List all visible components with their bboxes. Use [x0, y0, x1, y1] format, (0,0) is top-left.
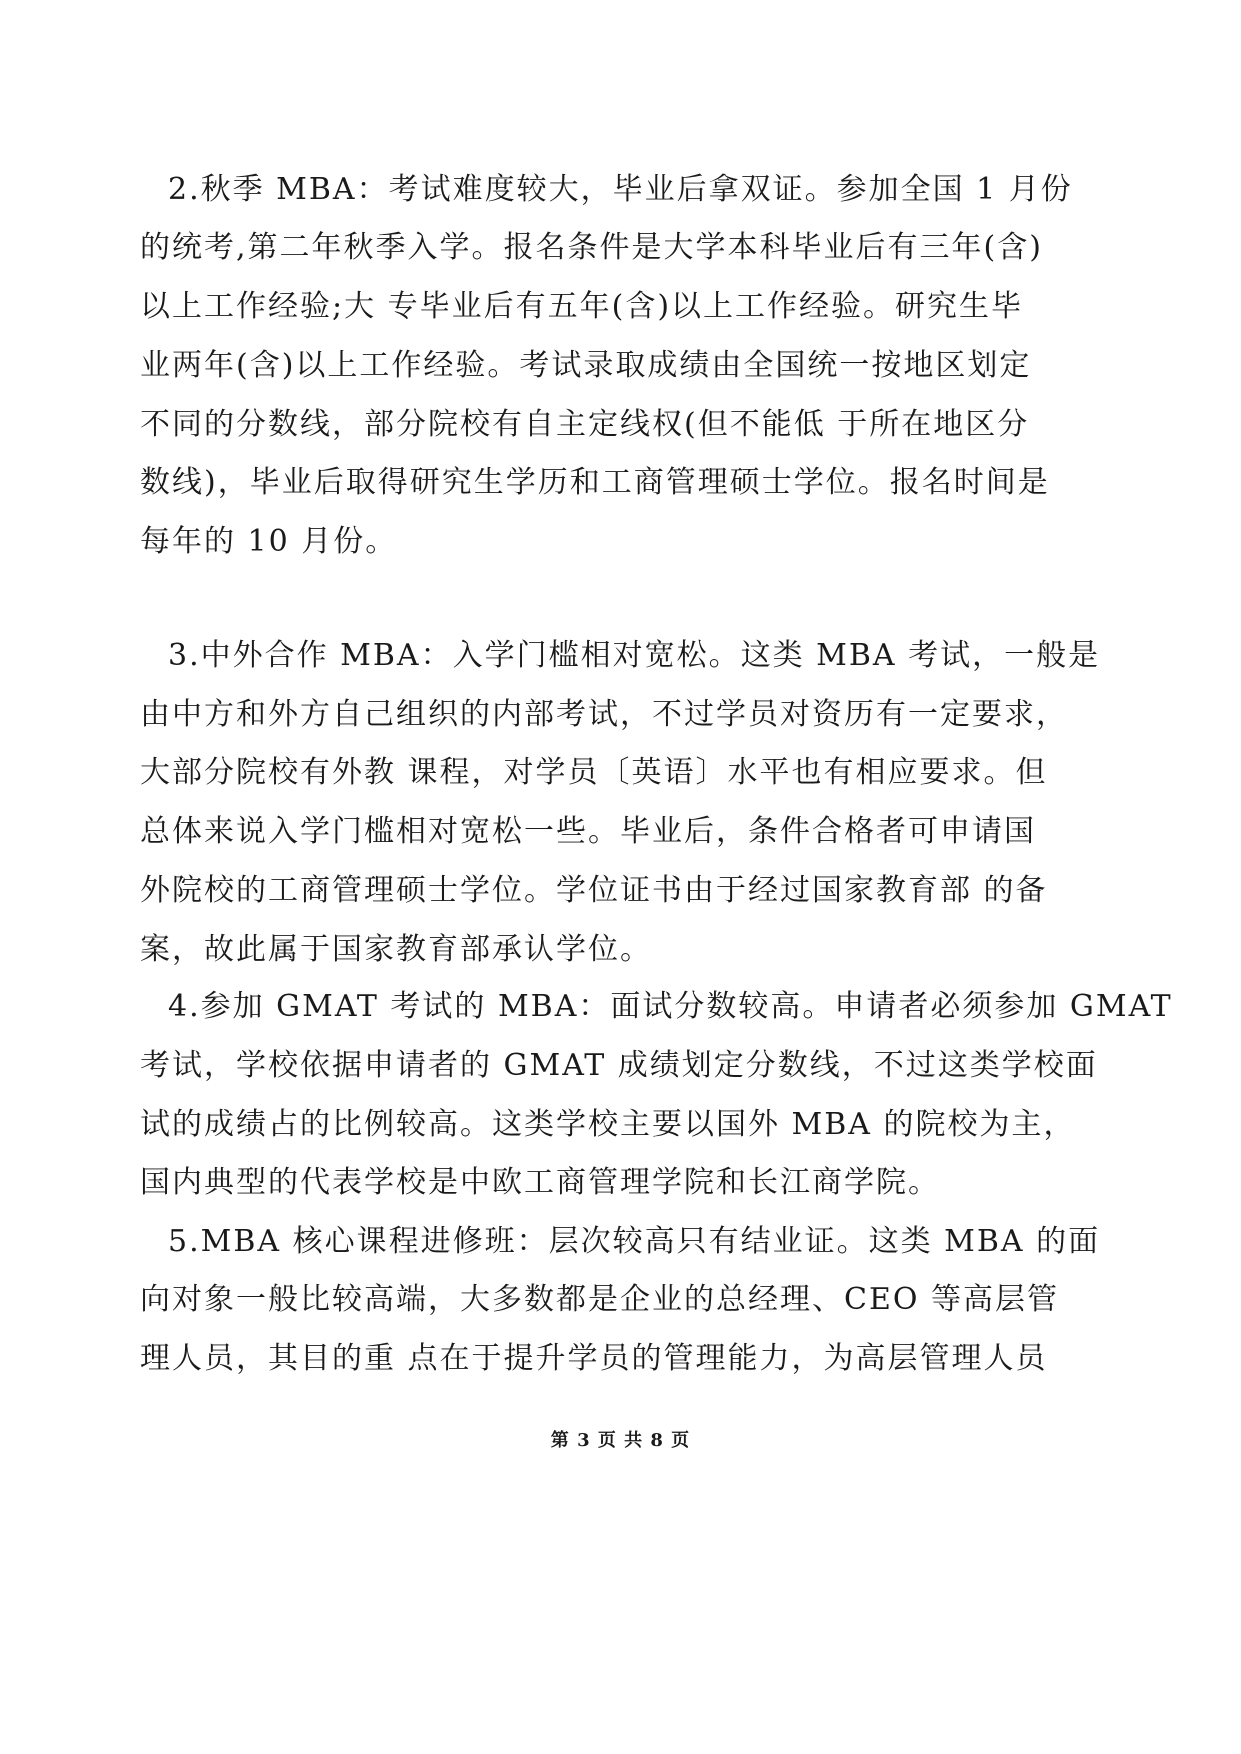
paragraph-line: 不同的分数线，部分院校有自主定线权(但不能低 于所在地区分 — [140, 407, 1030, 442]
paragraph-line: 案，故此属于国家教育部承认学位。 — [140, 932, 652, 967]
paragraph-line: 外院校的工商管理硕士学位。学位证书由于经过国家教育部 的备 — [140, 873, 1048, 908]
paragraph-line: 试的成绩占的比例较高。这类学校主要以国外 MBA 的院校为主， — [140, 1107, 1076, 1142]
paragraph-line: 业两年(含)以上工作经验。考试录取成绩由全国统一按地区划定 — [140, 348, 1032, 383]
paragraph-line: 总体来说入学门槛相对宽松一些。毕业后，条件合格者可申请国 — [140, 814, 1036, 849]
paragraph-line: 以上工作经验;大 专毕业后有五年(含)以上工作经验。研究生毕 — [140, 289, 1024, 324]
paragraph-line: 2.秋季 MBA：考试难度较大，毕业后拿双证。参加全国 1 月份 — [168, 172, 1073, 207]
paragraph-line: 数线)，毕业后取得研究生学历和工商管理硕士学位。报名时间是 — [140, 465, 1050, 500]
paragraph-line: 国内典型的代表学校是中欧工商管理学院和长江商学院。 — [140, 1165, 940, 1200]
paragraph-line: 4.参加 GMAT 考试的 MBA：面试分数较高。申请者必须参加 GMAT — [168, 989, 1173, 1024]
paragraph-line: 理人员，其目的重 点在于提升学员的管理能力，为高层管理人员 — [140, 1341, 1048, 1376]
paragraph-line: 3.中外合作 MBA：入学门槛相对宽松。这类 MBA 考试，一般是 — [168, 638, 1101, 673]
paragraph-line: 考试，学校依据申请者的 GMAT 成绩划定分数线，不过这类学校面 — [140, 1048, 1098, 1083]
paragraph-line: 向对象一般比较高端，大多数都是企业的总经理、CEO 等高层管 — [140, 1282, 1059, 1317]
paragraph-line: 的统考,第二年秋季入学。报名条件是大学本科毕业后有三年(含) — [140, 230, 1043, 265]
paragraph-line: 大部分院校有外教 课程，对学员〔英语〕水平也有相应要求。但 — [140, 755, 1048, 790]
page-number: 第 3 页 共 8 页 — [550, 1430, 691, 1451]
paragraph-line: 由中方和外方自己组织的内部考试，不过学员对资历有一定要求， — [140, 697, 1068, 732]
paragraph-line: 5.MBA 核心课程进修班：层次较高只有结业证。这类 MBA 的面 — [168, 1224, 1101, 1259]
paragraph-line: 每年的 10 月份。 — [140, 524, 398, 559]
